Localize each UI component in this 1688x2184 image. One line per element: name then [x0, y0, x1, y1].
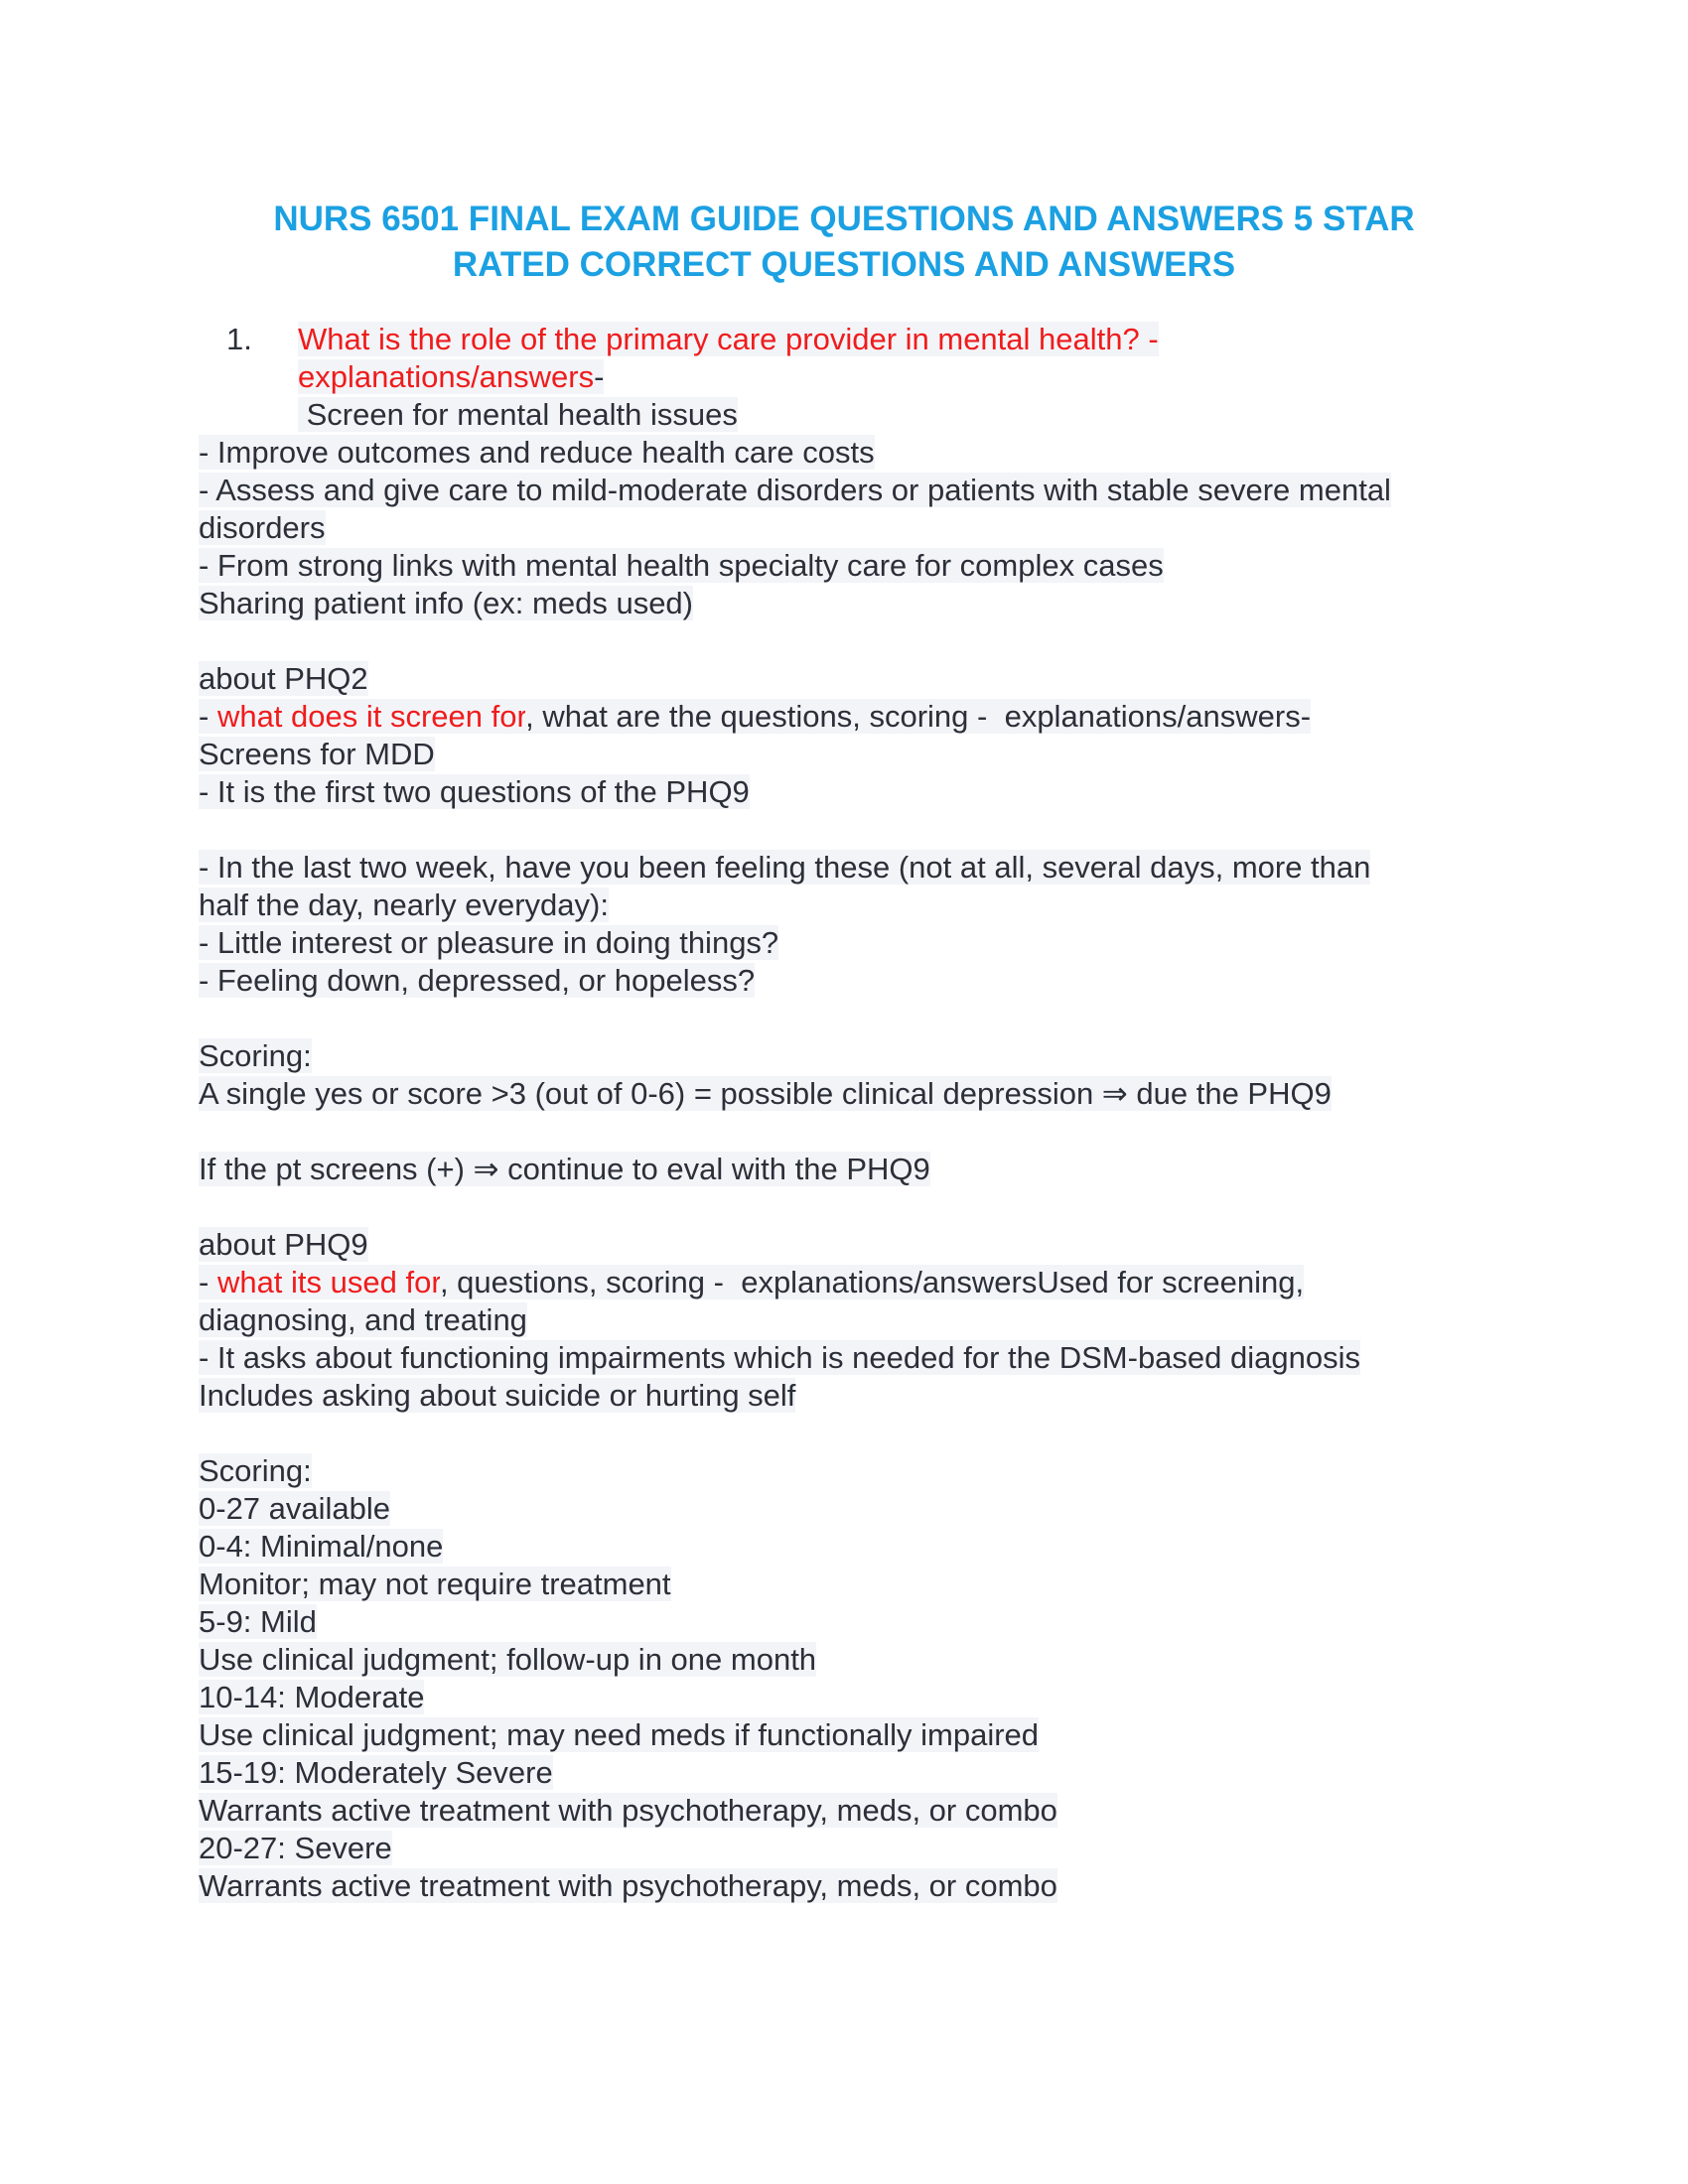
phq2-heading: about PHQ2 — [199, 661, 368, 696]
answer-line: - Improve outcomes and reduce health care costs — [199, 435, 875, 470]
phq2-line: - Little interest or pleasure in doing things? — [199, 925, 779, 960]
answer-line: Sharing patient info (ex: meds used) — [199, 586, 693, 620]
phq9-scoring-line: Monitor; may not require treatment — [199, 1567, 671, 1601]
phq9-scoring-line: 0-27 available — [199, 1491, 391, 1526]
phq9-line: Includes asking about suicide or hurting self — [199, 1378, 796, 1413]
phq9-scoring-line: 5-9: Mild — [199, 1604, 317, 1639]
title-line-2: RATED CORRECT QUESTIONS AND ANSWERS — [452, 245, 1236, 284]
phq9-scoring-label: Scoring: — [199, 1453, 312, 1488]
answer-line: - From strong links with mental health specialty care for complex cases — [199, 548, 1164, 583]
phq9-dash: - — [199, 1265, 217, 1299]
question-text-tail: - — [594, 359, 605, 394]
phq2-scoring-line: A single yes or score >3 (out of 0-6) = possible clinical depression ⇒ due the PHQ9 — [199, 1076, 1332, 1111]
phq9-scoring-line: Use clinical judgment; follow-up in one month — [199, 1642, 817, 1677]
document-title — [149, 197, 1539, 288]
question-1 — [199, 321, 1509, 434]
phq2-scoring-label: Scoring: — [199, 1038, 312, 1073]
phq2-line: - Feeling down, depressed, or hopeless? — [199, 963, 756, 998]
phq9-scoring-line: Warrants active treatment with psychotherapy, meds, or combo — [199, 1868, 1057, 1903]
phq9-question-rest: , questions, scoring - explanations/answersUsed for screening, — [439, 1265, 1305, 1299]
phq2-line: half the day, nearly everyday): — [199, 887, 609, 922]
phq9-scoring-line: Warrants active treatment with psychotherapy, meds, or combo — [199, 1793, 1057, 1828]
phq9-scoring-line: 0-4: Minimal/none — [199, 1529, 444, 1564]
phq9-line: diagnosing, and treating — [199, 1302, 527, 1337]
answer-first-line: Screen for mental health issues — [298, 397, 738, 432]
phq2-line: - It is the first two questions of the PHQ9 — [199, 774, 750, 809]
answer-line: disorders — [199, 510, 326, 545]
phq2-question-rest: , what are the questions, scoring - explanations/answers- — [525, 699, 1312, 734]
phq2-line: - In the last two week, have you been feeling these (not at all, several days, more than — [199, 850, 1371, 885]
phq9-scoring-line: 20-27: Severe — [199, 1831, 392, 1865]
question-text-line-1: What is the role of the primary care provider in mental health? - — [298, 322, 1159, 356]
phq9-scoring-line: Use clinical judgment; may need meds if functionally impaired — [199, 1717, 1040, 1752]
question-number: 1. — [226, 322, 252, 356]
answer-line: - Assess and give care to mild-moderate disorders or patients with stable severe mental — [199, 473, 1391, 507]
phq2-dash: - — [199, 699, 217, 734]
phq9-heading: about PHQ9 — [199, 1227, 368, 1262]
phq9-line: - It asks about functioning impairments which is needed for the DSM-based diagnosis — [199, 1340, 1360, 1375]
phq2-line: Screens for MDD — [199, 737, 435, 771]
phq2-screen-line: If the pt screens (+) ⇒ continue to eval with the PHQ9 — [199, 1152, 930, 1186]
phq9-question-red: what its used for — [216, 1265, 440, 1299]
title-line-1: NURS 6501 FINAL EXAM GUIDE QUESTIONS AND ANSWERS 5 STAR — [273, 200, 1415, 238]
question-text-line-2: explanations/answers — [298, 359, 595, 394]
phq9-scoring-line: 10-14: Moderate — [199, 1680, 425, 1714]
phq9-scoring-line: 15-19: Moderately Severe — [199, 1755, 553, 1790]
document-body — [199, 321, 1509, 1905]
phq2-question-red: what does it screen for — [216, 699, 526, 734]
